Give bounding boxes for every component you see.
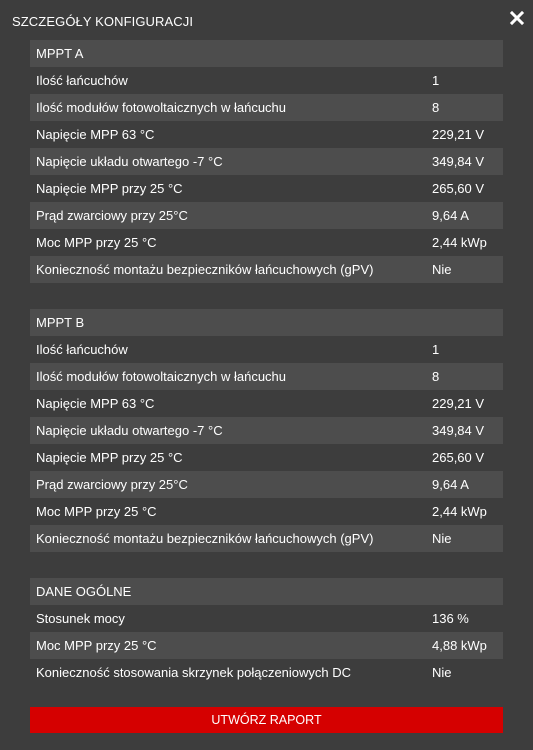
row-label: Napięcie MPP 63 °C — [36, 127, 155, 142]
row-label: Napięcie MPP przy 25 °C — [36, 450, 183, 465]
row-value: 349,84 V — [432, 154, 485, 169]
table-row — [30, 498, 503, 525]
row-label: Moc MPP przy 25 °C — [36, 638, 157, 653]
row-value: 9,64 A — [432, 477, 469, 492]
table-row — [30, 148, 503, 175]
row-label: Prąd zwarciowy przy 25°C — [36, 477, 188, 492]
dialog-title: SZCZEGÓŁY KONFIGURACJI — [12, 14, 194, 29]
create-report-button[interactable]: UTWÓRZ RAPORT — [30, 707, 503, 733]
row-label: Ilość modułów fotowoltaicznych w łańcuchu — [36, 369, 287, 384]
row-label: Napięcie MPP 63 °C — [36, 396, 155, 411]
section-mppt-b — [30, 309, 503, 552]
row-label: Moc MPP przy 25 °C — [36, 235, 157, 250]
row-value: 8 — [432, 100, 440, 115]
table-row — [30, 202, 503, 229]
row-label: Ilość łańcuchów — [36, 342, 128, 357]
section-title: DANE OGÓLNE — [30, 578, 503, 605]
row-value: 265,60 V — [432, 450, 485, 465]
row-value: 1 — [432, 342, 440, 357]
row-value: 349,84 V — [432, 423, 485, 438]
row-label: Ilość łańcuchów — [36, 73, 128, 88]
row-label: Konieczność montażu bezpieczników łańcuchowych (gPV) — [36, 262, 374, 277]
row-label: Napięcie układu otwartego -7 °C — [36, 154, 223, 169]
row-value: 2,44 kWp — [432, 235, 487, 250]
row-label: Napięcie MPP przy 25 °C — [36, 181, 183, 196]
row-value: 9,64 A — [432, 208, 469, 223]
section-general — [30, 578, 503, 686]
row-label: Konieczność stosowania skrzynek połączeniowych DC — [36, 665, 352, 680]
table-row — [30, 390, 503, 417]
row-label: Moc MPP przy 25 °C — [36, 504, 157, 519]
table-row — [30, 121, 503, 148]
row-value: 229,21 V — [432, 127, 485, 142]
table-row — [30, 336, 503, 363]
row-value: 265,60 V — [432, 181, 485, 196]
row-label: Stosunek mocy — [36, 611, 125, 626]
section-title: MPPT A — [30, 40, 503, 67]
row-value: 229,21 V — [432, 396, 485, 411]
section-title: MPPT B — [30, 309, 503, 336]
row-value: 8 — [432, 369, 440, 384]
table-row — [30, 525, 503, 552]
table-row — [30, 471, 503, 498]
table-row — [30, 444, 503, 471]
row-label: Konieczność montażu bezpieczników łańcuchowych (gPV) — [36, 531, 374, 546]
table-row — [30, 175, 503, 202]
row-value: 136 % — [432, 611, 469, 626]
row-label: Prąd zwarciowy przy 25°C — [36, 208, 188, 223]
table-row — [30, 256, 503, 283]
table-row — [30, 94, 503, 121]
table-row — [30, 632, 503, 659]
table-row — [30, 659, 503, 686]
row-value: Nie — [432, 531, 452, 546]
row-value: 2,44 kWp — [432, 504, 487, 519]
row-label: Napięcie układu otwartego -7 °C — [36, 423, 223, 438]
dialog-header — [0, 0, 533, 40]
row-value: 1 — [432, 73, 440, 88]
row-value: Nie — [432, 262, 452, 277]
table-row — [30, 67, 503, 94]
table-row — [30, 417, 503, 444]
table-row — [30, 229, 503, 256]
row-value: Nie — [432, 665, 452, 680]
row-label: Ilość modułów fotowoltaicznych w łańcuchu — [36, 100, 287, 115]
section-mppt-a — [30, 40, 503, 283]
row-value: 4,88 kWp — [432, 638, 487, 653]
table-row — [30, 363, 503, 390]
close-icon[interactable] — [509, 10, 525, 26]
table-row — [30, 605, 503, 632]
